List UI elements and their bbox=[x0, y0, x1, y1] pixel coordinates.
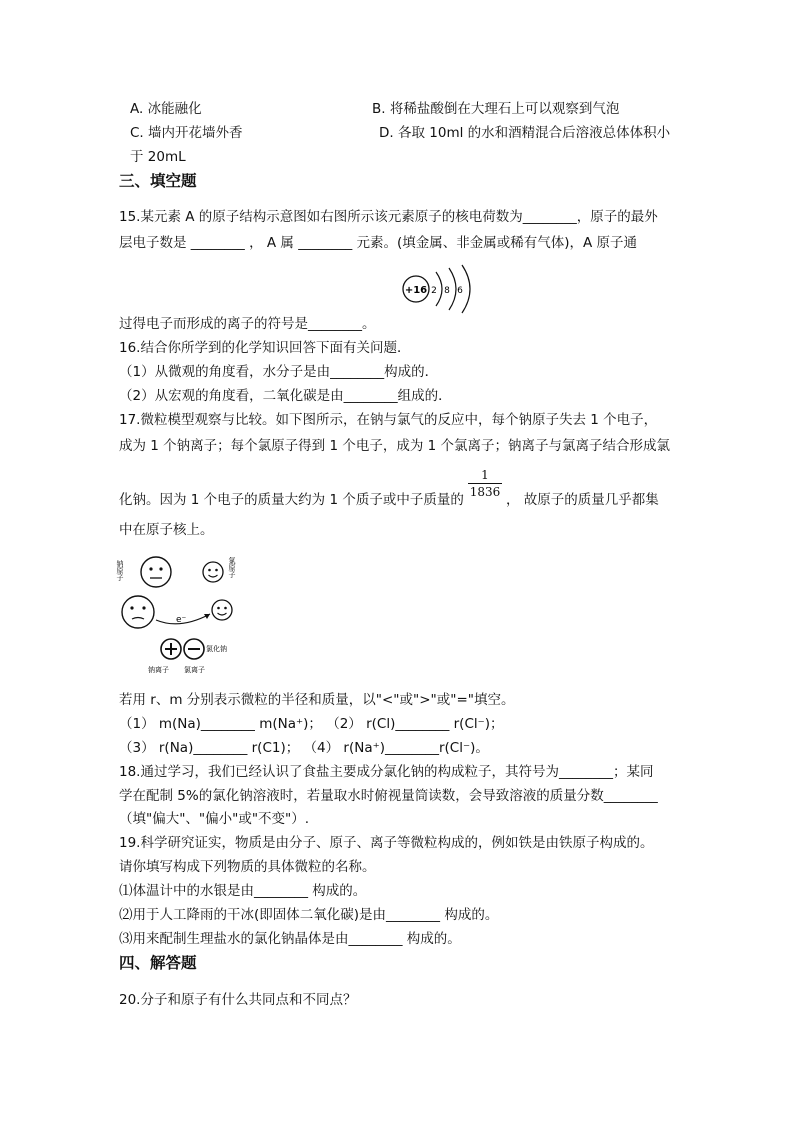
section-title-fill-in: 三、填空题 bbox=[119, 172, 197, 190]
q18-line1: 18.通过学习，我们已经认识了食盐主要成分氯化钠的构成粒子，其符号为________；某同 bbox=[119, 764, 654, 780]
q19-line3: ⑴体温计中的水银是由________ 构成的。 bbox=[119, 883, 367, 899]
q15-line1: 15.某元素 A 的原子结构示意图如右图所示该元素原子的核电荷数为________，原子的最外 bbox=[119, 209, 658, 225]
option-a: A. 冰能融化 bbox=[130, 101, 202, 117]
shell-arc-3 bbox=[462, 265, 470, 313]
fraction-1-1836 bbox=[468, 468, 502, 499]
nacl-label: 氯化钠 bbox=[206, 645, 227, 653]
q15-line2: 层电子数是 ________ ， A 属 ________ 元素。(填金属、非金属或稀有气体)，A 原子通 bbox=[119, 235, 638, 251]
na-atom-face-icon bbox=[141, 557, 171, 587]
fraction-numerator: 1 bbox=[481, 468, 489, 482]
section-title-answer: 四、解答题 bbox=[119, 954, 197, 972]
q19-line1: 19.科学研究证实，物质是由分子、原子、离子等微粒构成的，例如铁是由铁原子构成的。 bbox=[119, 835, 654, 851]
q16-line2: （1）从微观的角度看，水分子是由________构成的． bbox=[119, 364, 439, 380]
na-ion-label: 钠离子 bbox=[148, 666, 169, 674]
q19-line4: ⑵用于人工降雨的干冰(即固体二氧化碳)是由________ 构成的。 bbox=[119, 907, 499, 923]
shell-arc-1 bbox=[436, 272, 442, 306]
q15-line3: 过得电子而形成的离子的符号是________。 bbox=[119, 316, 376, 332]
q20-line1: 20.分子和原子有什么共同点和不同点？ bbox=[119, 992, 357, 1008]
electron-symbol: e⁻ bbox=[176, 615, 187, 625]
q17-line4: 中在原子核上。 bbox=[119, 522, 214, 538]
q17-line6: （1） m(Na)________ m(Na⁺)； （2） r(Cl)________ r(Cl⁻)； bbox=[119, 716, 504, 732]
option-b: B. 将稀盐酸倒在大理石上可以观察到气泡 bbox=[372, 101, 620, 117]
cl-atom-face-icon bbox=[203, 562, 223, 582]
q18-line2: 学在配制 5%的氯化钠溶液时，若量取水时俯视量筒读数，会导致溶液的质量分数________ bbox=[119, 788, 658, 804]
option-c: C. 墙内开花墙外香 bbox=[130, 125, 243, 141]
option-d-continuation: 于 20mL bbox=[130, 149, 186, 165]
option-d: D. 各取 10ml 的水和酒精混合后溶液总体体积小 bbox=[379, 125, 671, 141]
q18-line3: （填"偏大"、"偏小"或"不变"）. bbox=[119, 811, 310, 827]
q17-line3: 化钠。因为 1 个电子的质量大约为 1 个质子或中子质量的 bbox=[119, 492, 464, 508]
shell-electrons-1: 2 bbox=[431, 286, 437, 296]
cl-ion-icon bbox=[184, 639, 204, 659]
shell-arc-2 bbox=[449, 268, 456, 310]
shell-electrons-2: 8 bbox=[444, 286, 450, 296]
q17-line2: 成为 1 个钠离子；每个氯原子得到 1 个电子，成为 1 个氯离子；钠离子与氯离子结合形成氯 bbox=[119, 438, 671, 454]
q17-line7: （3） r(Na)________ r(C1)； （4） r(Na⁺)________r(Cl⁻)。 bbox=[119, 740, 489, 756]
q16-line3: （2）从宏观的角度看，二氧化碳是由________组成的． bbox=[119, 388, 452, 404]
q17-line1: 17.微粒模型观察与比较。如下图所示，在钠与氯气的反应中，每个钠原子失去 1 个电子， bbox=[119, 412, 658, 428]
fraction-bar bbox=[468, 483, 502, 484]
q19-line5: ⑶用来配制生理盐水的氯化钠晶体是由________ 构成的。 bbox=[119, 931, 461, 947]
na-ion-icon bbox=[161, 639, 181, 659]
cl-atom-label: 氯原子 bbox=[228, 557, 236, 578]
q17-line3-continued: ， 故原子的质量几乎都集 bbox=[506, 492, 659, 508]
fraction-denominator: 1836 bbox=[469, 485, 501, 499]
atom-structure-diagram bbox=[398, 262, 482, 316]
na-atom-label: 钠原子 bbox=[116, 560, 124, 581]
nucleus-charge: +16 bbox=[404, 285, 428, 296]
cl-ion-label: 氯离子 bbox=[184, 666, 205, 674]
nacl-formation-figure bbox=[118, 554, 244, 676]
na-face-icon bbox=[122, 596, 154, 628]
cl-face-icon bbox=[212, 600, 232, 620]
q16-line1: 16.结合你所学到的化学知识回答下面有关问题． bbox=[119, 340, 411, 356]
q19-line2: 请你填写构成下列物质的具体微粒的名称。 bbox=[119, 859, 376, 875]
q17-line5: 若用 r、m 分别表示微粒的半径和质量，以"<"或">"或"="填空。 bbox=[119, 692, 515, 708]
shell-electrons-3: 6 bbox=[457, 286, 463, 296]
